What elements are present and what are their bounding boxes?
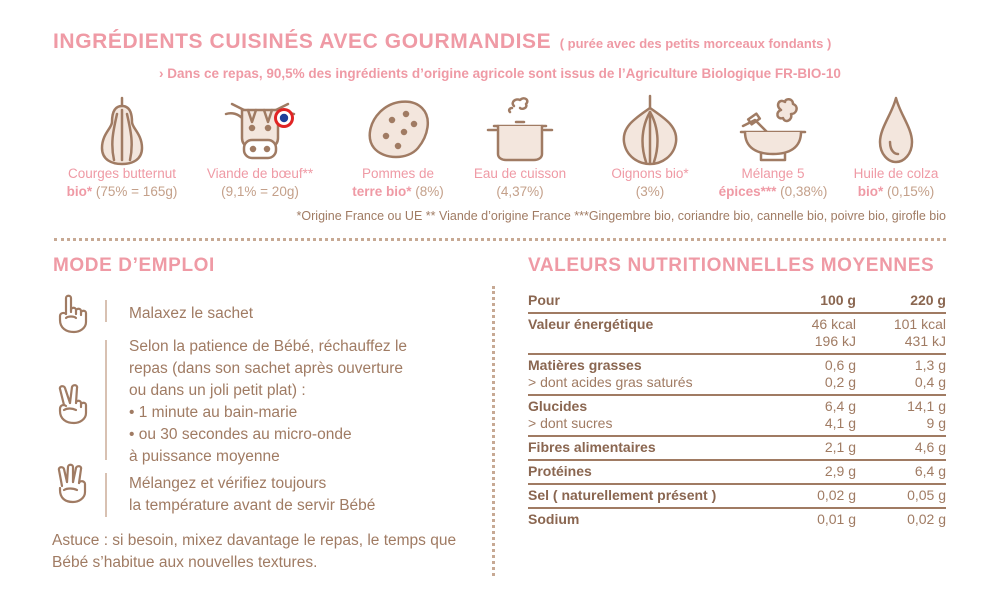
one-finger-hand-icon xyxy=(52,292,94,334)
nutrition-label: Glucides xyxy=(528,398,588,414)
nutrition-label: Fibres alimentaires xyxy=(528,436,776,460)
nutrition-label: Matières grasses xyxy=(528,357,642,373)
step-line: Malaxez le sachet xyxy=(129,305,254,322)
onion-icon xyxy=(612,92,688,168)
nutrition-table xyxy=(528,292,946,531)
ingredients-title-note: ( purée avec des petits morceaux fondants ) xyxy=(559,36,832,51)
french-flag-badge-icon xyxy=(273,107,295,129)
nutrition-row-protein xyxy=(528,460,946,484)
nutrition-header-row xyxy=(528,292,946,313)
step-line: à puissance moyenne xyxy=(129,448,280,465)
ingredient-percent: (0,15%) xyxy=(886,184,935,199)
nutrition-value: 0,2 g xyxy=(824,374,856,390)
nutrition-label: Sel ( naturellement présent ) xyxy=(528,484,776,508)
nutrition-sublabel: > dont sucres xyxy=(528,415,613,431)
usage-step-2 xyxy=(129,336,407,468)
nutrition-value: 46 kcal xyxy=(811,316,856,332)
ingredient-organic-mark: épices*** xyxy=(718,184,777,199)
nutrition-label: Sodium xyxy=(528,508,776,531)
nutrition-value: 4,6 g xyxy=(856,436,946,460)
ingredient-percent: (75% = 165g) xyxy=(95,184,178,199)
ingredient-butternut xyxy=(52,165,192,201)
nutrition-value: 6,4 g xyxy=(824,398,856,414)
step-line: la température avant de servir Bébé xyxy=(129,497,376,514)
nutrition-row-fat xyxy=(528,354,946,395)
ingredient-onion xyxy=(580,165,720,201)
organic-subtitle: › Dans ce repas, 90,5% des ingrédients d’origine agricole sont issus de l’Agriculture Biologique FR-BIO-10 xyxy=(159,66,841,81)
nutrition-value: 0,4 g xyxy=(914,374,946,390)
usage-step-3 xyxy=(129,473,375,517)
ingredient-name: Viande de bœuf** xyxy=(206,166,314,181)
ingredient-percent: (9,1% = 20g) xyxy=(221,184,299,199)
step-line: • 1 minute au bain-marie xyxy=(129,404,298,421)
ingredient-percent: (3%) xyxy=(635,184,665,199)
ingredient-water xyxy=(450,165,590,201)
nutrition-title: VALEURS NUTRITIONNELLES MOYENNES xyxy=(528,255,935,276)
three-finger-hand-icon xyxy=(52,462,94,504)
ingredient-rapeseed-oil xyxy=(826,165,966,201)
nutrition-sublabel: > dont acides gras saturés xyxy=(528,374,693,390)
butternut-squash-icon xyxy=(84,92,160,168)
nutrition-row-carbs xyxy=(528,395,946,436)
ingredient-name: Eau de cuisson xyxy=(473,166,567,181)
nutrition-label: Protéines xyxy=(528,460,776,484)
step-line: Mélangez et vérifiez toujours xyxy=(129,475,327,492)
nutrition-value: 4,1 g xyxy=(824,415,856,431)
nutrition-row-salt xyxy=(528,484,946,508)
nutrition-row-energy xyxy=(528,313,946,354)
step-divider xyxy=(105,473,107,517)
step-divider xyxy=(105,340,107,460)
nutrition-value: 14,1 g xyxy=(907,398,946,414)
mortar-pestle-icon xyxy=(735,92,811,168)
ingredient-spices xyxy=(703,165,843,201)
step-line: repas (dans son sachet après ouverture xyxy=(129,360,403,377)
nutrition-value: 2,1 g xyxy=(776,436,856,460)
cooking-pot-icon xyxy=(482,92,558,168)
nutrition-value: 431 kJ xyxy=(904,333,946,349)
nutrition-value: 101 kcal xyxy=(893,316,946,332)
nutrition-row-sodium xyxy=(528,508,946,531)
step-line: ou dans un joli petit plat) : xyxy=(129,382,306,399)
ingredient-name: Pommes de xyxy=(361,166,435,181)
potato-icon xyxy=(360,92,436,168)
nutrition-value: 6,4 g xyxy=(856,460,946,484)
nutrition-value: 196 kJ xyxy=(814,333,856,349)
nutrition-label: Valeur énergétique xyxy=(528,313,776,354)
nutrition-value: 0,02 g xyxy=(776,484,856,508)
ingredient-name: Mélange 5 xyxy=(741,166,805,181)
two-finger-hand-icon xyxy=(52,383,94,425)
ingredient-potato xyxy=(328,165,468,201)
ingredient-beef xyxy=(190,165,330,201)
ingredient-organic-mark: terre bio* xyxy=(352,184,412,199)
ingredients-title: INGRÉDIENTS CUISINÉS AVEC GOURMANDISE xyxy=(53,30,552,53)
step-line: • ou 30 secondes au micro-onde xyxy=(129,426,352,443)
column-divider xyxy=(492,286,495,576)
nutrition-value: 0,01 g xyxy=(776,508,856,531)
section-divider xyxy=(54,238,946,241)
nutrition-header-label: Pour xyxy=(528,292,560,308)
ingredient-name: Oignons bio* xyxy=(611,166,689,181)
ingredient-percent: (8%) xyxy=(415,184,444,199)
step-divider xyxy=(105,300,107,322)
ingredient-footnotes: *Origine France ou UE ** Viande d’origine France ***Gingembre bio, coriandre bio, cannelle bio, poivre bio, girofle bio xyxy=(296,209,946,223)
ingredient-percent: (0,38%) xyxy=(780,184,828,199)
usage-title: MODE D’EMPLOI xyxy=(53,255,215,276)
nutrition-header-220g: 220 g xyxy=(910,292,946,308)
ingredients-header xyxy=(53,30,831,54)
usage-step-1 xyxy=(129,303,253,325)
nutrition-value: 0,05 g xyxy=(856,484,946,508)
ingredient-percent: (4,37%) xyxy=(496,184,544,199)
ingredient-name: Huile de colza xyxy=(853,166,939,181)
oil-drop-icon xyxy=(858,92,934,168)
nutrition-value: 9 g xyxy=(926,415,946,431)
nutrition-value: 0,02 g xyxy=(856,508,946,531)
step-line: Selon la patience de Bébé, réchauffez le xyxy=(129,338,408,355)
usage-tip: Astuce : si besoin, mixez davantage le repas, le temps que Bébé s’habitue aux nouvelles textures. xyxy=(52,532,457,571)
nutrition-header-100g: 100 g xyxy=(820,292,856,308)
ingredient-name: Courges butternut xyxy=(67,166,177,181)
nutrition-value: 2,9 g xyxy=(776,460,856,484)
ingredient-organic-mark: bio* xyxy=(66,184,93,199)
nutrition-row-fibre xyxy=(528,436,946,460)
ingredient-organic-mark: bio* xyxy=(857,184,884,199)
nutrition-value: 1,3 g xyxy=(914,357,946,373)
nutrition-value: 0,6 g xyxy=(824,357,856,373)
cow-icon xyxy=(222,92,298,168)
